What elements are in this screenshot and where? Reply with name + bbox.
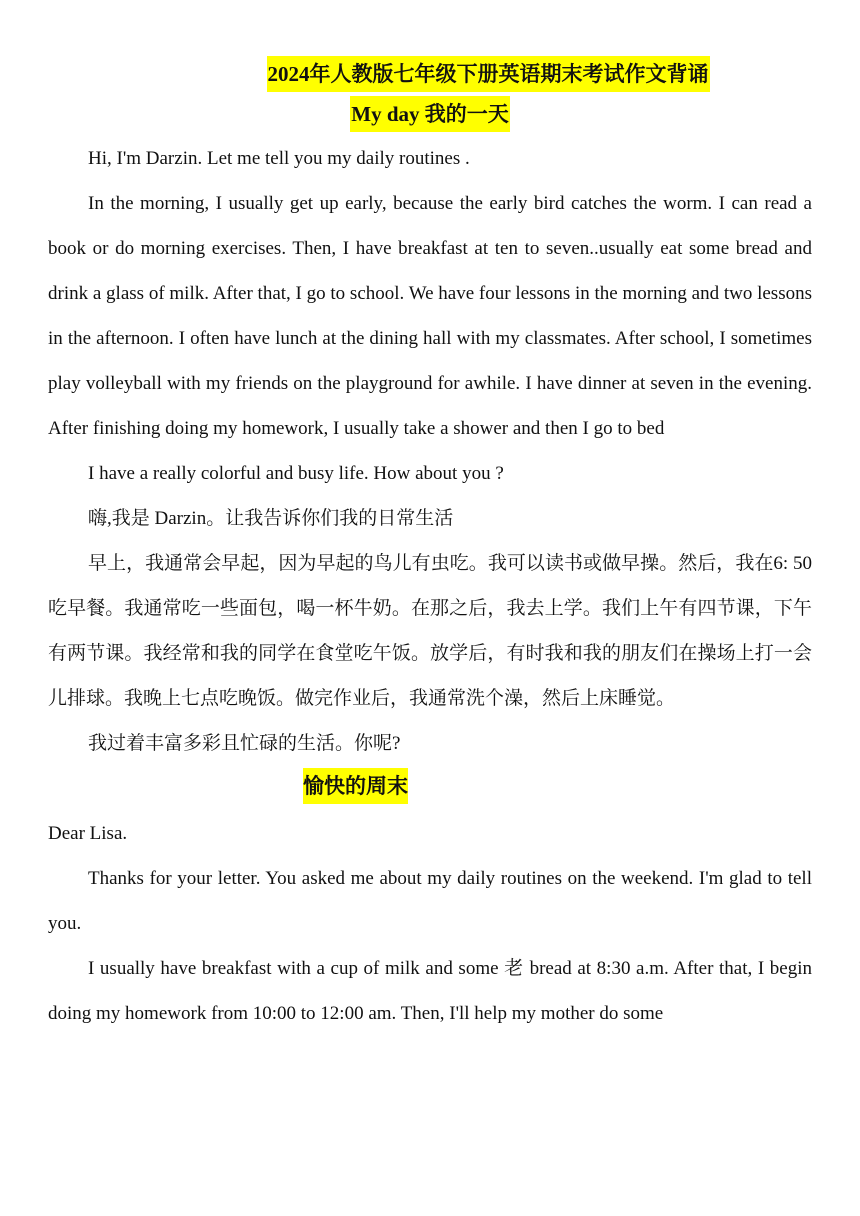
essay1-translation-2: 早上，我通常会早起，因为早起的鸟儿有虫吃。我可以读书或做早操。然后，我在6: 50吃早餐。我通常吃一些面包，喝一杯牛奶。在那之后，我去上学。我们上午有四节课，下午有两节课。我经常和我的同学在食堂吃午饭。放学后，有时我和我的朋友们在操场上打一会儿排球。我晚上七点吃晚饭。做完作业后，我通常洗个澡，然后上床睡觉。 xyxy=(48,553,812,709)
title-line xyxy=(48,56,812,96)
document-title: 2024年人教版七年级下册英语期末考试作文背诵 xyxy=(267,56,710,92)
essay1-paragraph-3: I have a really colorful and busy life. How about you ? xyxy=(88,463,504,484)
document-page xyxy=(48,56,812,1036)
essay-title-my-day: My day 我的一天 xyxy=(350,96,510,132)
heading-line xyxy=(48,766,812,811)
essay2-paragraph-1: Thanks for your letter. You asked me about my daily routines on the weekend. I'm glad to tell you. xyxy=(48,868,812,934)
essay1-translation-1: 嗨,我是 Darzin。让我告诉你们我的日常生活 xyxy=(88,508,454,529)
essay2-salutation: Dear Lisa. xyxy=(48,823,128,844)
essay1-paragraph-1: Hi, I'm Darzin. Let me tell you my daily routines . xyxy=(88,148,470,169)
essay1-translation-3: 我过着丰富多彩且忙碌的生活。你呢? xyxy=(88,733,401,754)
essay-title-weekend: 愉快的周末 xyxy=(303,768,408,804)
subtitle-line xyxy=(48,96,812,136)
essay1-paragraph-2: In the morning, I usually get up early, because the early bird catches the worm. I can read a book or do morning exercises. Then, I have breakfast at ten to seven..usually eat some bread and drink a glass of milk. After that, I go to school. We have four lessons in the morning and two lessons in the afternoon. I often have lunch at the dining hall with my classmates. After school, I sometimes play volleyball with my friends on the playground for awhile. I have dinner at seven in the evening. After finishing doing my homework, I usually take a shower and then I go to bed xyxy=(48,193,812,439)
essay2-paragraph-2: I usually have breakfast with a cup of milk and some 老 bread at 8:30 a.m. After that, I begin doing my homework from 10:00 to 12:00 am. Then, I'll help my mother do some xyxy=(48,958,812,1024)
